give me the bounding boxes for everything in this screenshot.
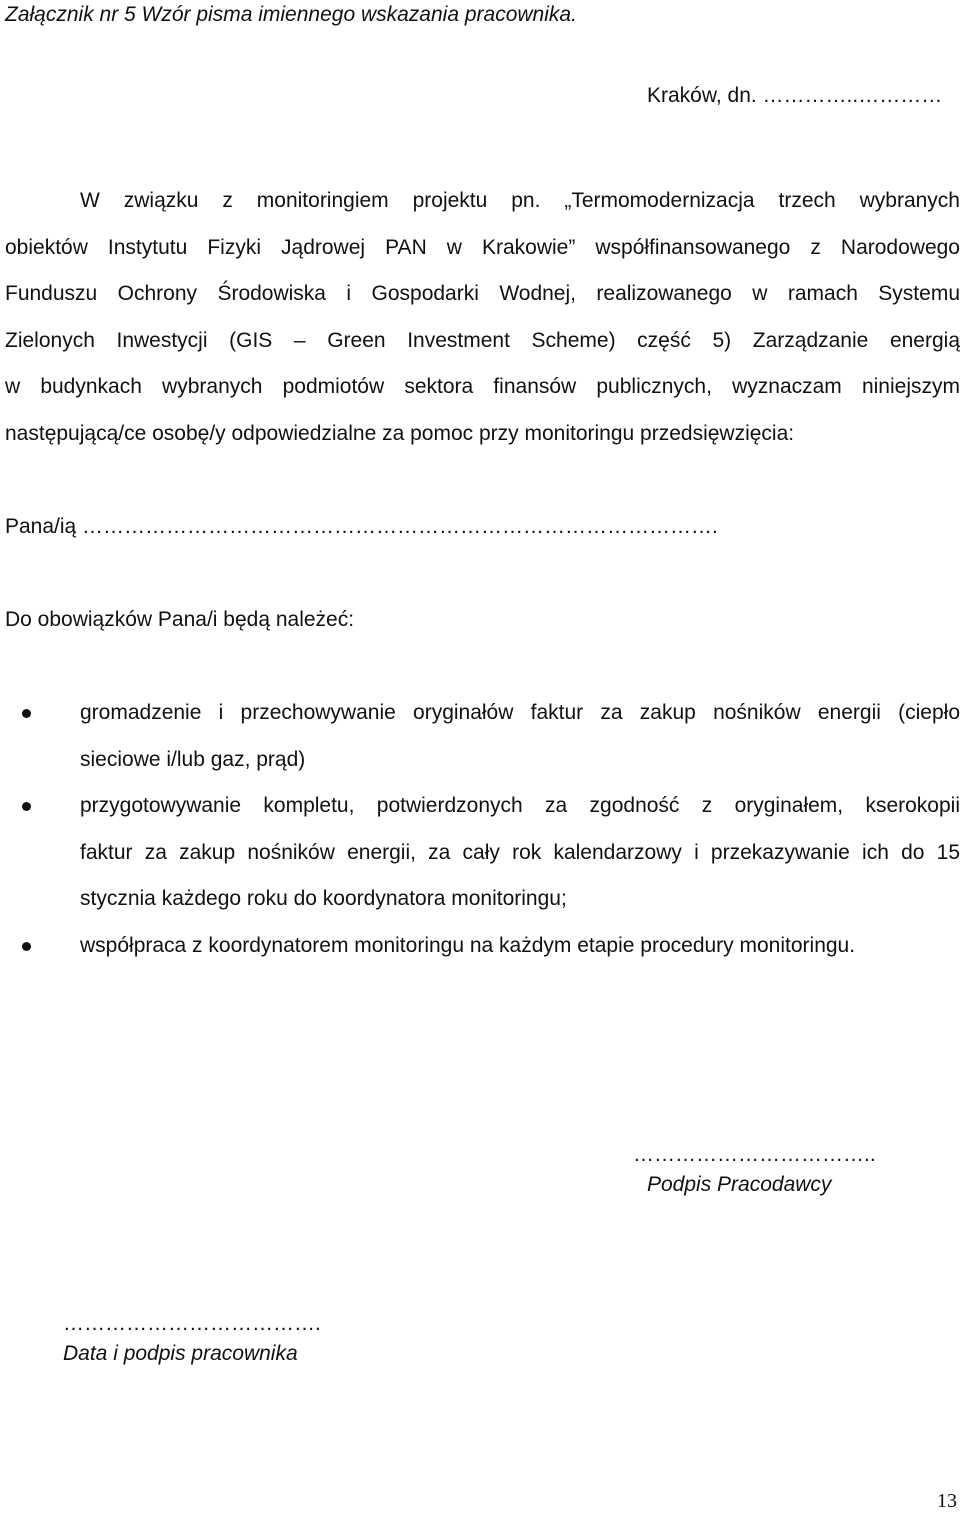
paragraph-line: następującą/ce osobę/y odpowiedzialne za pomoc przy monitoringu przedsięwzięcia: — [5, 421, 795, 445]
duties-heading: Do obowiązków Pana/i będą należeć: — [5, 608, 355, 631]
employee-signature-label: Data i podpis pracownika — [63, 1342, 298, 1365]
employee-name-line: Pana/ią ………………………………………………………………………………. — [5, 515, 718, 538]
list-item-line: faktur za zakup nośników energii, za cały rok kalendarzowy i przekazywanie ich do 15 — [80, 840, 960, 864]
list-item-line: współpraca z koordynatorem monitoringu na każdym etapie procedury monitoringu. — [80, 934, 856, 957]
list-item — [80, 791, 960, 931]
list-item-line: przygotowywanie kompletu, potwierdzonych za zgodność z oryginałem, kserokopii — [80, 794, 960, 817]
bullet-dot — [22, 802, 31, 811]
bullet-dot — [22, 709, 31, 718]
paragraph-line: w budynkach wybranych podmiotów sektora finansów publicznych, wyznaczam niniejszym — [5, 375, 960, 398]
list-item — [80, 698, 960, 791]
place-date: Kraków, dn. …………..………… — [647, 84, 943, 107]
employer-signature-label: Podpis Pracodawcy — [647, 1173, 832, 1196]
attachment-title: Załącznik nr 5 Wzór pisma imiennego wskazania pracownika. — [5, 3, 577, 26]
list-item — [80, 931, 960, 978]
list-item-line: sieciowe i/lub gaz, prąd) — [80, 747, 306, 771]
paragraph-line: W związku z monitoringiem projektu pn. „Termomodernizacja trzech wybranych — [80, 189, 960, 212]
list-item-line: gromadzenie i przechowywanie oryginałów faktur za zakup nośników energii (ciepło — [80, 701, 960, 724]
paragraph-line: Funduszu Ochrony Środowiska i Gospodarki Wodnej, realizowanego w ramach Systemu — [5, 282, 960, 305]
page-number: 13 — [937, 1490, 957, 1512]
bullet-dot — [22, 942, 31, 951]
main-paragraph — [5, 186, 960, 465]
paragraph-line: obiektów Instytutu Fizyki Jądrowej PAN w Krakowie” współfinansowanego z Narodowego — [5, 235, 960, 259]
paragraph-line: Zielonych Inwestycji (GIS – Green Investment Scheme) część 5) Zarządzanie energią — [5, 328, 960, 352]
list-item-line: stycznia każdego roku do koordynatora monitoringu; — [80, 887, 567, 910]
employee-signature-dots: ………………………………. — [63, 1312, 321, 1335]
employer-signature-dots: …………………………….. — [633, 1143, 876, 1166]
